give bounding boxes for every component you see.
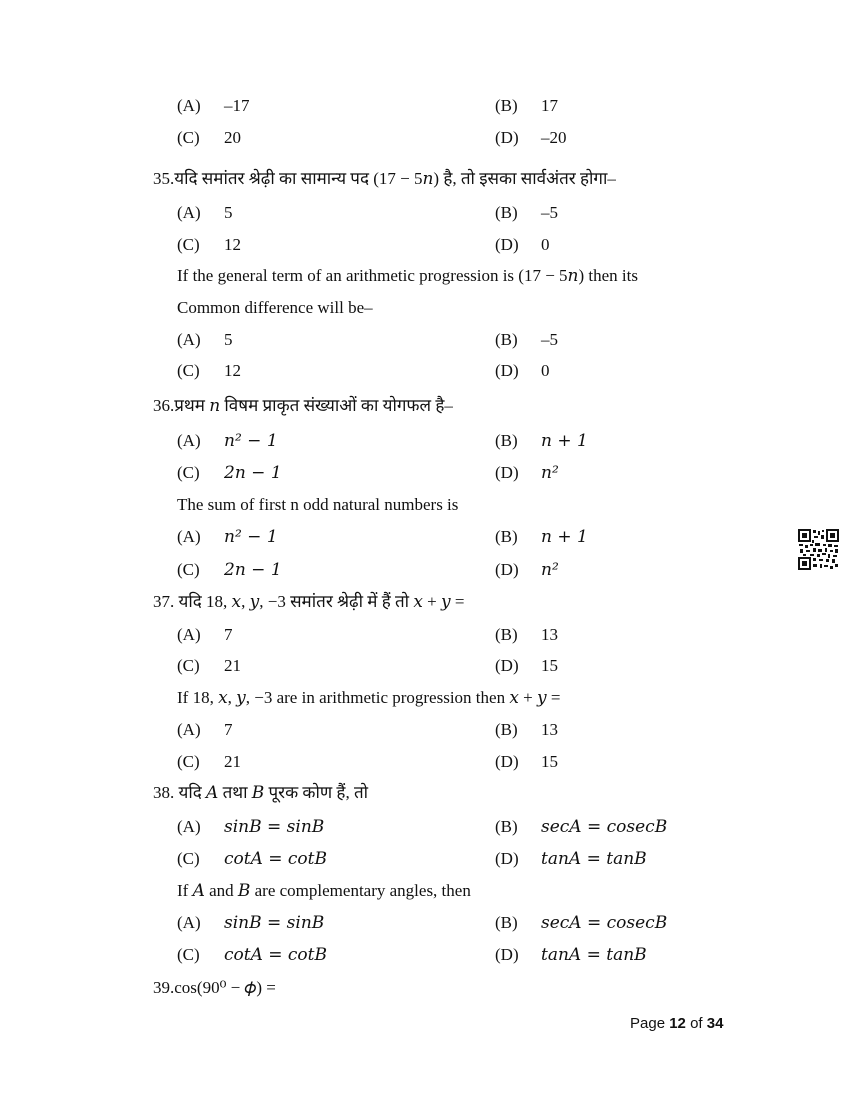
q35-english-option-d-label: (D)	[495, 361, 519, 380]
q36-english-option-d-value: 𝑛²	[541, 560, 559, 580]
q38-hindi-question: 38. यदि 𝐴 तथा 𝐵 पूरक कोण हैं, तो	[153, 783, 369, 802]
q36-english-option-b-label: (B)	[495, 527, 518, 546]
q38-english-option-c-value: 𝑐𝑜𝑡𝐴 = 𝑐𝑜𝑡𝐵	[224, 945, 327, 965]
q35-hindi-question: 35.यदि समांतर श्रेढ़ी का सामान्य पद (17 − 5𝑛) है, तो इसका सार्वअंतर होगा–	[153, 169, 616, 188]
q35-english-question-line1: If the general term of an arithmetic progression is (17 − 5𝑛) then its	[177, 266, 638, 285]
q38-hindi-option-b-value: 𝑠𝑒𝑐𝐴 = 𝑐𝑜𝑠𝑒𝑐𝐵	[541, 817, 668, 837]
q38-english-option-c-label: (C)	[177, 945, 200, 964]
q36-english-option-c-label: (C)	[177, 560, 200, 579]
page-footer	[630, 1015, 723, 1032]
q35-hindi-option-d-value: 0	[541, 235, 550, 254]
q35-english-option-b-label: (B)	[495, 330, 518, 349]
q37-hindi-option-c-value: 21	[224, 656, 241, 675]
q36-hindi-option-b-value: 𝑛 + 1	[541, 431, 588, 451]
q35-hindi-option-c-label: (C)	[177, 235, 200, 254]
q38-english-option-a-label: (A)	[177, 913, 201, 932]
q34-option-a-label: (A)	[177, 96, 201, 115]
q37-english-option-c-label: (C)	[177, 752, 200, 771]
q34-option-b-value: 17	[541, 96, 558, 115]
q37-english-option-d-value: 15	[541, 752, 558, 771]
q37-english-option-a-label: (A)	[177, 720, 201, 739]
qr-code-icon	[798, 529, 839, 570]
q36-english-option-a-label: (A)	[177, 527, 201, 546]
q34-option-d-value: –20	[541, 128, 567, 147]
q34-option-b-label: (B)	[495, 96, 518, 115]
q35-english-option-d-value: 0	[541, 361, 550, 380]
q37-english-option-a-value: 7	[224, 720, 233, 739]
q35-hindi-option-a-value: 5	[224, 203, 233, 222]
q36-english-option-b-value: 𝑛 + 1	[541, 527, 588, 547]
q35-hindi-option-a-label: (A)	[177, 203, 201, 222]
q38-english-option-d-value: 𝑡𝑎𝑛𝐴 = 𝑡𝑎𝑛𝐵	[541, 945, 647, 965]
q36-english-option-c-value: 2𝑛 − 1	[224, 560, 282, 580]
q37-hindi-question: 37. यदि 18, 𝑥, 𝑦, −3 समांतर श्रेढ़ी में हैं तो 𝑥 + 𝑦 =	[153, 592, 465, 611]
q35-english-option-a-label: (A)	[177, 330, 201, 349]
footer-current-page: 12	[669, 1015, 686, 1032]
q37-hindi-option-a-value: 7	[224, 625, 233, 644]
q35-english-option-a-value: 5	[224, 330, 233, 349]
q38-hindi-option-a-value: 𝑠𝑖𝑛𝐵 = 𝑠𝑖𝑛𝐵	[224, 817, 325, 837]
q34-option-c-value: 20	[224, 128, 241, 147]
q35-english-question-line2: Common difference will be–	[177, 298, 373, 317]
q37-english-option-b-value: 13	[541, 720, 558, 739]
q36-hindi-option-d-label: (D)	[495, 463, 519, 482]
q38-hindi-option-c-value: 𝑐𝑜𝑡𝐴 = 𝑐𝑜𝑡𝐵	[224, 849, 327, 869]
q38-english-question: If 𝐴 and 𝐵 are complementary angles, then	[177, 881, 471, 900]
q38-hindi-option-d-label: (D)	[495, 849, 519, 868]
q36-hindi-option-c-value: 2𝑛 − 1	[224, 463, 282, 483]
q35-english-option-b-value: –5	[541, 330, 558, 349]
q39-question: 39.cos(90⁰ − 𝜙) =	[153, 978, 276, 997]
q35-hindi-option-c-value: 12	[224, 235, 241, 254]
q35-hindi-option-b-value: –5	[541, 203, 558, 222]
q37-hindi-option-d-label: (D)	[495, 656, 519, 675]
q38-hindi-option-b-label: (B)	[495, 817, 518, 836]
q36-hindi-question: 36.प्रथम 𝑛 विषम प्राकृत संख्याओं का योगफल है–	[153, 396, 453, 415]
q36-hindi-option-a-value: 𝑛² − 1	[224, 431, 278, 451]
q34-option-d-label: (D)	[495, 128, 519, 147]
q36-hindi-option-a-label: (A)	[177, 431, 201, 450]
q36-hindi-option-c-label: (C)	[177, 463, 200, 482]
q35-hindi-option-d-label: (D)	[495, 235, 519, 254]
q37-hindi-option-a-label: (A)	[177, 625, 201, 644]
q36-hindi-option-d-value: 𝑛²	[541, 463, 559, 483]
q36-english-option-a-value: 𝑛² − 1	[224, 527, 278, 547]
footer-prefix: Page	[630, 1015, 666, 1032]
q38-english-option-b-label: (B)	[495, 913, 518, 932]
q35-hindi-option-b-label: (B)	[495, 203, 518, 222]
q35-english-option-c-value: 12	[224, 361, 241, 380]
q38-english-option-d-label: (D)	[495, 945, 519, 964]
q38-hindi-option-a-label: (A)	[177, 817, 201, 836]
q37-hindi-option-d-value: 15	[541, 656, 558, 675]
q37-hindi-option-c-label: (C)	[177, 656, 200, 675]
q38-english-option-a-value: 𝑠𝑖𝑛𝐵 = 𝑠𝑖𝑛𝐵	[224, 913, 325, 933]
q37-english-question: If 18, 𝑥, 𝑦, −3 are in arithmetic progression then 𝑥 + 𝑦 =	[177, 688, 561, 707]
q38-hindi-option-d-value: 𝑡𝑎𝑛𝐴 = 𝑡𝑎𝑛𝐵	[541, 849, 647, 869]
q37-hindi-option-b-value: 13	[541, 625, 558, 644]
q37-hindi-option-b-label: (B)	[495, 625, 518, 644]
footer-total-pages: 34	[706, 1015, 724, 1032]
q38-english-option-b-value: 𝑠𝑒𝑐𝐴 = 𝑐𝑜𝑠𝑒𝑐𝐵	[541, 913, 668, 933]
q36-english-question: The sum of first n odd natural numbers is	[177, 495, 459, 514]
q36-english-option-d-label: (D)	[495, 560, 519, 579]
q34-option-c-label: (C)	[177, 128, 200, 147]
q36-hindi-option-b-label: (B)	[495, 431, 518, 450]
footer-of: of	[690, 1015, 703, 1032]
q37-english-option-b-label: (B)	[495, 720, 518, 739]
q38-hindi-option-c-label: (C)	[177, 849, 200, 868]
q37-english-option-d-label: (D)	[495, 752, 519, 771]
q35-english-option-c-label: (C)	[177, 361, 200, 380]
q37-english-option-c-value: 21	[224, 752, 241, 771]
q34-option-a-value: –17	[224, 96, 250, 115]
